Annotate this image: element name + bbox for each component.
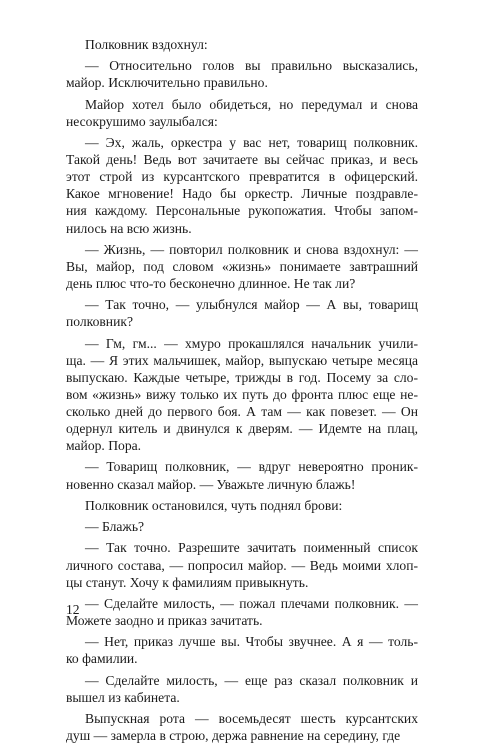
text-line: майор. Пора. bbox=[66, 438, 142, 454]
paragraph bbox=[66, 633, 418, 667]
text-line: день плюс что-то бесконечно длинное. Не так ли? bbox=[66, 275, 356, 291]
text-line: выпускаю. Каждые четыре, трижды в год. Посему за сло- bbox=[66, 369, 418, 385]
text-line: душ — замерла в строю, держа равнение на середину, где bbox=[66, 728, 401, 744]
text-line: майор. Исключительно правильно. bbox=[66, 75, 268, 91]
text-line: Полковник остановился, чуть поднял брови: bbox=[85, 497, 343, 513]
paragraph bbox=[66, 458, 418, 492]
page-body bbox=[66, 36, 418, 748]
text-line: ния каждому. Персональные рукопожатия. Чтобы запом- bbox=[66, 203, 418, 219]
text-line: — Эх, жаль, оркестра у вас нет, товарищ полковник. bbox=[85, 135, 418, 151]
paragraph bbox=[66, 296, 418, 330]
text-line: вом «жизнь» вижу только их путь до фронта плюс еще не- bbox=[66, 386, 418, 402]
text-line: — Так точно, — улыбнулся майор — А вы, товарищ bbox=[85, 297, 418, 313]
text-line: — Товарищ полковник, — вдруг невероятно проник- bbox=[85, 459, 418, 475]
text-line: Такой день! Ведь вот зачитаете вы сейчас приказ, и весь bbox=[66, 152, 418, 168]
text-line: ко фамилии. bbox=[66, 651, 138, 667]
paragraph bbox=[66, 241, 418, 292]
text-line: Вы, майор, под словом «жизнь» понимаете завтрашний bbox=[66, 258, 418, 274]
text-line: — Сделайте милость, — пожал плечами полковник. — bbox=[85, 595, 418, 611]
paragraph bbox=[66, 710, 418, 744]
text-line: — Нет, приказ лучше вы. Чтобы звучнее. А я — толь- bbox=[85, 634, 418, 650]
paragraph bbox=[66, 672, 418, 706]
text-line: личного состава, — попросил майор. — Ведь моими хлоп- bbox=[66, 557, 418, 573]
paragraph bbox=[66, 96, 418, 130]
text-line: ща. — Я этих мальчишек, майор, выпускаю четыре месяца bbox=[66, 352, 418, 368]
text-line: несокрушимо заулыбался: bbox=[66, 113, 218, 129]
paragraph bbox=[66, 518, 418, 535]
text-line: Майор хотел было обидеться, но передумал и снова bbox=[85, 96, 418, 112]
text-line: — Так точно. Разрешите зачитать поименный список bbox=[85, 540, 418, 556]
text-line: сколько дней до первого боя. А там — как повезет. — Он bbox=[66, 404, 418, 419]
text-line: Выпускная рота — восемьдесят шесть курсантских bbox=[85, 711, 418, 726]
paragraph bbox=[66, 134, 418, 237]
paragraph bbox=[66, 595, 418, 629]
paragraph bbox=[66, 335, 418, 455]
text-line: нилось на всю жизнь. bbox=[66, 220, 192, 236]
text-line: полковник? bbox=[66, 314, 133, 330]
paragraph bbox=[66, 497, 418, 514]
text-line: — Блажь? bbox=[85, 519, 145, 535]
text-line: Можете заодно и приказ зачитать. bbox=[66, 612, 263, 628]
paragraph bbox=[66, 539, 418, 590]
text-line: цы станут. Хочу к фамилиям привыкнуть. bbox=[66, 574, 309, 590]
text-line: Какое мгновение! Надо бы оркестр. Личные поздравле- bbox=[66, 186, 418, 202]
page-number: 12 bbox=[66, 602, 80, 617]
text-line: этот строй из курсантского превратится в офицерский. bbox=[66, 169, 418, 185]
text-line: — Сделайте милость, — еще раз сказал полковник и bbox=[85, 672, 418, 688]
text-line: новенно сказал майор. — Уважьте личную блажь! bbox=[66, 476, 356, 492]
paragraph bbox=[66, 57, 418, 91]
text-line: Полковник вздохнул: bbox=[85, 37, 208, 52]
text-line: одернул китель и двинулся к дверям. — Идемте на плац, bbox=[66, 421, 418, 437]
text-line: — Относительно голов вы правильно высказались, bbox=[85, 58, 418, 74]
text-line: вышел из кабинета. bbox=[66, 689, 180, 705]
text-line: — Гм, гм... — хмуро прокашлялся начальник учили- bbox=[85, 335, 418, 351]
text-line: — Жизнь, — повторил полковник и снова вздохнул: — bbox=[85, 241, 418, 257]
paragraph bbox=[66, 36, 418, 53]
